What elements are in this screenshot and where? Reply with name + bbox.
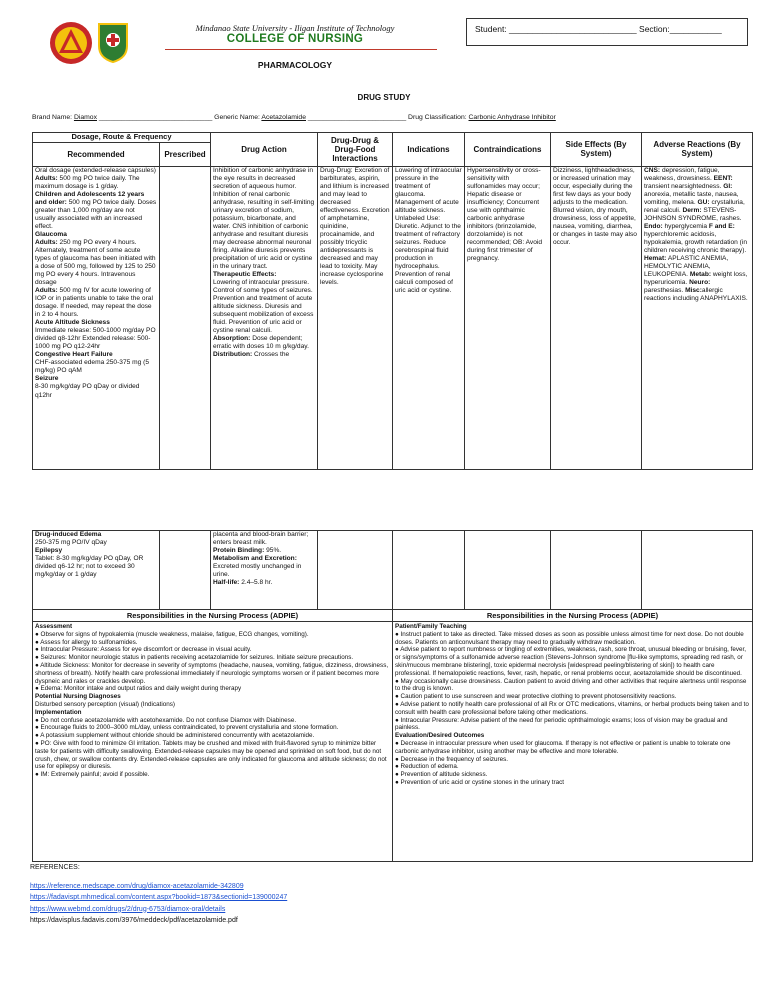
contraindications-cont-cell [465,531,551,611]
diagnosis-item: Disturbed sensory perception (visual) (Indications) [35,700,175,708]
nursing-left-title: Responsibilities in the Nursing Process (ADPIE) [33,610,393,622]
misc-text: allergic reactions including ANAPHYLAXIS. [644,287,748,303]
implementation-item: ● Do not confuse acetazolamide with acetohexamide. Do not confuse Diamox with Diabinese. [35,716,297,724]
epilepsy-label: Epilepsy [35,547,63,555]
teaching-item: ● Advise patient to notify health care professional of all Rx or OTC medications, vitamins, or herbal products being taken and to consult with health care professional before taking other medications. [395,700,749,716]
interactions-header: Drug-Drug & Drug-Food Interactions [318,133,393,167]
classification-label: Drug Classification: [406,114,467,121]
therapeutic-effects-text: Lowering of intraocular pressure. Control of some types of seizures. Prevention and treatment of acute altitude sickness. Diuresis and subsequent mobilization of excess fluid. Prevention of uric acid or cystine renal calculi. [213,279,314,335]
brand-label: Brand Name: [32,114,73,121]
interactions-cont-cell [318,531,393,611]
evaluation-item: ● Prevention of uric acid or cystine stones in the urinary tract [395,778,564,786]
assessment-item: ● Seizures: Monitor neurologic status in patients receiving acetazolamide for seizures. Initiate seizure precautions. [35,654,354,662]
chf-text: CHF-associated edema 250-375 mg (5 mg/kg) PO qAM [35,359,149,375]
evaluation-item: ● Decrease in intraocular pressure when used for glaucoma. If therapy is not effective or patient is unable to tolerate one carbonic anhydrase inhibitor, using another may be effective and more tolerable. [395,739,731,755]
reference-link-medscape[interactable]: https://reference.medscape.com/drug/diamox-acetazolamide-342809 [30,883,244,891]
implementation-item: ● IM: Extremely painful; avoid if possible. [35,771,150,779]
generic-blank: __________________________ [306,114,407,121]
hemat-label: Hemat: [644,254,667,262]
assessment-item: ● Assess for allergy to sulfonamides. [35,638,138,646]
header-divider [165,49,437,50]
gu-label: GU: [697,198,710,206]
distribution-cont-text: placenta and blood-brain barrier; enters breast milk. [213,531,309,547]
diagnoses-heading: Potential Nursing Diagnoses [35,693,121,701]
drug-action-cell [211,166,318,469]
interactions-cell: Drug-Drug: Excretion of barbiturates, aspirin, and lithium is increased and may lead to decreased effectiveness. Excretion of amphetamine, quinidine, procainamide, and possibly tricyclic antidepressants is decreased and may lead to toxicity. May increase cyclosporine levels. [318,166,393,469]
classification-value: Carbonic Anhydrase Inhibitor [468,114,556,121]
adults-iv-text: 500 mg IV for acute lowering of IOP or in patients unable to take the oral dosage. If needed, may repeat the dose in 2 to 4 hours. [35,287,153,319]
drug-action-cont-cell [211,531,318,611]
adults-iv-label: Adults: [35,287,58,295]
endo-text: hyperglycemia [662,222,708,230]
altitude-sickness-text: Immediate release: 500-1000 mg/day PO divided q8-12hr Extended release: 500-1000 mg PO q12-24hr [35,327,156,351]
implementation-heading: Implementation [35,708,82,716]
fluid-electrolyte-label: F and E: [708,222,735,230]
absorption-label: Absorption: [213,335,251,343]
teaching-item: ● May occasionally cause drowsiness. Caution patient to avoid driving and other activities that require alertness until response to the drug is known. [395,677,747,693]
side-effects-cont-cell [551,531,642,611]
distribution-text: Crosses the [252,351,290,359]
evaluation-item: ● Prevention of altitude sickness. [395,771,488,779]
evaluation-heading: Evaluation/Desired Outcomes [395,732,485,740]
generic-label: Generic Name: [212,114,260,121]
chf-label: Congestive Heart Failure [35,351,113,359]
adults-label: Adults: [35,174,58,182]
student-section-field[interactable] [466,18,748,46]
misc-label: Misc: [685,287,702,295]
contraindications-header: Contraindications [465,133,551,167]
subject-title: PHARMACOLOGY [257,60,333,70]
drug-action-header: Drug Action [211,133,318,167]
assessment-item: ● Intraocular Pressure: Assess for eye discomfort or decrease in visual acuity. [35,646,252,654]
seizure-text: 8-30 mg/kg/day PO qDay or divided q12hr [35,383,140,399]
drug-study-table [32,132,753,470]
dosage-header: Dosage, Route & Frequency [33,133,211,143]
derm-label: Derm: [682,206,702,214]
indications-cont-cell [393,531,465,611]
implementation-item: ● Encourage fluids to 2000–3000 mL/day, unless contraindicated, to prevent crystalluria and stone formation. [35,724,339,732]
student-section-label: Student: ___________________________ Section:___________ [475,24,722,34]
contraindications-cell: Hypersensitivity or cross-sensitivity with sulfonamides may occur; Hepatic disease or insufficiency; Concurrent use with ophthalmic carbonic anhydrase inhibitors (brinzolamide, dorzolamide) is not recommended; OB: Avoid during first trimester of pregnancy. [465,166,551,469]
metabolism-text: Excreted mostly unchanged in urine. [213,563,302,579]
assessment-item: ● Altitude Sickness: Monitor for decrease in severity of symptoms (headache, nausea, vomiting, fatigue, dizziness, drowsiness, shortness of breath). Notify health care professional immediately if neurologic symptoms worsen or if patient becomes more dyspneic and rales or crackles develop. [35,661,389,685]
college-of-nursing-logo [96,20,130,64]
nursing-process-table [32,609,753,862]
metabolism-label: Metabolism and Excretion: [213,555,297,563]
cns-text: depression, fatigue, weakness, drowsiness. [644,166,720,182]
action-text: Inhibition of carbonic anhydrase in the eye results in decreased secretion of aqueous humor. Inhibition of renal carbonic anhydrase, resulting in self-limiting urinary excretion of sodium, potassium, bicarbonate, and water. CNS inhibition of carbonic anhydrase and resultant diuresis may decrease abnormal neuronal firing. Alkaline diuresis prevents precipitation of uric acid or cystine in the urinary tract. [213,166,315,270]
brand-value: Diamox [73,114,97,121]
references-label: REFERENCES: [30,864,80,871]
brand-blank: ______________________________ [96,114,213,121]
drug-identification-line [32,114,752,122]
absorption-text: Dose dependent; erratic with doses 10 m g/kg/day. [213,335,309,351]
gi-text: anorexia, metallic taste, nausea, vomiting, melena. [644,190,739,206]
half-life-label: Half-life: [213,579,240,587]
references-section [30,862,750,926]
college-name: COLLEGE OF NURSING [226,33,364,45]
evaluation-item: ● Reduction of edema. [395,763,459,771]
endo-label: Endo: [644,222,663,230]
oral-dosage-text: Oral dosage (extended-release capsules) [35,166,156,174]
gu-text: crystalluria, renal calculi. [644,198,745,214]
side-effects-cell: Dizziness, lightheadedness, or increased urination may occur, especially during the first few days as your body adjusts to the medication. Blurred vision, dry mouth, drowsiness, loss of appetite, nausea, vomiting, diarrhea, or changes in taste may also occur. [551,166,642,469]
gi-label: GI: [723,182,733,190]
eent-label: EENT: [713,174,733,182]
recommended-header: Recommended [33,142,160,166]
distribution-label: Distribution: [213,351,253,359]
seizure-label: Seizure [35,375,59,383]
metab-text: weight loss, hyperuricemia. [644,271,748,287]
nursing-right-cell [393,622,753,862]
implementation-item: ● A potassium supplement without chloride should be administered concurrently with acetazolamide. [35,732,315,740]
prescribed-header: Prescribed [160,142,211,166]
assessment-item: ● Edema: Monitor intake and output ratios and daily weight during therapy [35,685,242,693]
teaching-item: ● Advise patient to report numbness or tingling of extremities, weakness, rash, sore throat, unusual bleeding or bruising, fever, or signs/symptoms of a sulfonamide adverse reaction (Stevens-Johnson syndrome [flu-like symptoms, spreading red rash, or skin/mucous membrane blistering], toxic epidermal necrolysis [widespread peeling/blistering of skin]) to health care professional. If hemalopoietic reactions, fever, rash, hepatic, or renal problems occur, acetazolamide should be discontinued. [395,646,747,677]
protein-binding-label: Protein Binding: [213,547,265,555]
adults-glaucoma-label: Adults: [35,238,58,246]
therapeutic-effects-label: Therapeutic Effects: [213,271,277,279]
teaching-item: ● Intraocular Pressure: Advise patient of the need for periodic ophthalmologic exams; loss of vision may be gradual and painless. [395,716,728,732]
university-seal-logo [48,20,94,66]
eent-text: transient nearsightedness. [644,182,722,190]
adults-text: 500 mg PO twice daily. The maximum dosage is 1 g/day. [35,174,140,190]
adults-glaucoma-text: 250 mg PO every 4 hours. Alternately, treatment of some acute types of glaucoma has been initiated with a dose of 500 mg, followed by 125 to 250 mg PO every 4 hours. Intravenous dosage [35,238,156,287]
epilepsy-text: Tablet: 8-30 mg/kg/day PO qDay, OR divided q6-12 hr; not to exceed 30 mg/kg/day or 1 g/day [35,555,144,579]
reference-link-webmd[interactable]: https://www.webmd.com/drugs/2/drug-6753/diamox-oral/details [30,905,226,913]
generic-value: Acetazolamide [261,114,306,121]
metab-label: Metab: [689,271,712,279]
university-name: Mindanao State University - Iligan Institute of Technology [195,23,395,33]
fluid-electrolyte-text: hyperchloremic acidosis, hypokalemia, growth retardation (in children receiving chronic therapy). [644,230,747,254]
nursing-right-title: Responsibilities in the Nursing Process (ADPIE) [393,610,753,622]
adverse-reactions-header: Adverse Reactions (By System) [642,133,753,167]
document-title: DRUG STUDY [357,93,411,102]
hemat-text: APLASTIC ANEMIA, HEMOLYTIC ANEMIA, LEUKOPENIA. [644,254,729,279]
indications-cell: Lowering of intraocular pressure in the treatment of glaucoma. Management of acute altitude sickness. Unlabeled Use: Diuretic. Adjunct to the treatment of refractory seizures. Reduce cerebrospinal fluid production in hydrocephalus. Prevention of renal calculi composed of uric acid or cystine. [393,166,465,469]
teaching-item: ● Instruct patient to take as directed. Take missed doses as soon as possible unless almost time for next dose. Do not double doses. Patients on anticonvulsant therapy may need to gradually withdraw medication. [395,630,744,646]
altitude-sickness-label: Acute Altitude Sickness [35,319,110,327]
evaluation-item: ● Decrease in the frequency of seizures. [395,755,509,763]
derm-text: STEVENS-JOHNSON SYNDROME, rashes. [644,206,742,222]
recommended-cont-cell [33,531,160,611]
nursing-left-cell [33,622,393,862]
teaching-item: ● Caution patient to use sunscreen and wear protective clothing to prevent photosensitivity reactions. [395,693,677,701]
adverse-reactions-cont-cell [642,531,753,611]
reference-link-mhmedical[interactable]: https://fadavispt.mhmedical.com/content.aspx?bookid=1873&sectionid=139000247 [30,894,288,902]
neuro-text: paresthesias. [644,287,684,295]
teaching-heading: Patient/Family Teaching [395,623,467,630]
half-life-text: 2.4–5.8 hr. [239,579,273,587]
assessment-item: ● Observe for signs of hypokalemia (muscle weakness, malaise, fatigue, ECG changes, vomiting). [35,630,309,638]
adverse-reactions-cell [642,166,753,469]
neuro-label: Neuro: [689,279,711,287]
indications-header: Indications [393,133,465,167]
protein-binding-text: 95%. [264,547,282,555]
side-effects-header: Side Effects (By System) [551,133,642,167]
implementation-item: ● PO: Give with food to minimize GI irritation. Tablets may be crushed and mixed with fruit-flavored syrup to minimize bitter taste for patients with difficulty swallowing. Extended-release capsules may be opened and sprinkled on soft food, but do not crush, chew, or swallow contents dry. Extended-release capsules are only indicated for glaucoma and altitude sickness; do not use for epilepsy or diuresis. [35,739,387,771]
recommended-cell [33,166,160,469]
drug-study-table-continued [32,530,753,611]
prescribed-cell[interactable] [160,166,211,469]
prescribed-cont-cell[interactable] [160,531,211,611]
cns-label: CNS: [644,166,661,174]
reference-davisplus: https://davisplus.fadavis.com/3976/meddeck/pdf/acetazolamide.pdf [30,916,238,924]
children-text: 500 mg PO twice daily. Doses greater than 1,000 mg/day are not usually associated with an increased effect. [35,198,157,230]
children-label: Children and Adolescents 12 years and older: [35,190,145,206]
assessment-heading: Assessment [35,623,73,630]
glaucoma-label: Glaucoma [35,230,67,238]
edema-label: Drug-induced Edema [35,531,102,538]
edema-text: 250-375 mg PO/IV qDay [35,539,107,547]
